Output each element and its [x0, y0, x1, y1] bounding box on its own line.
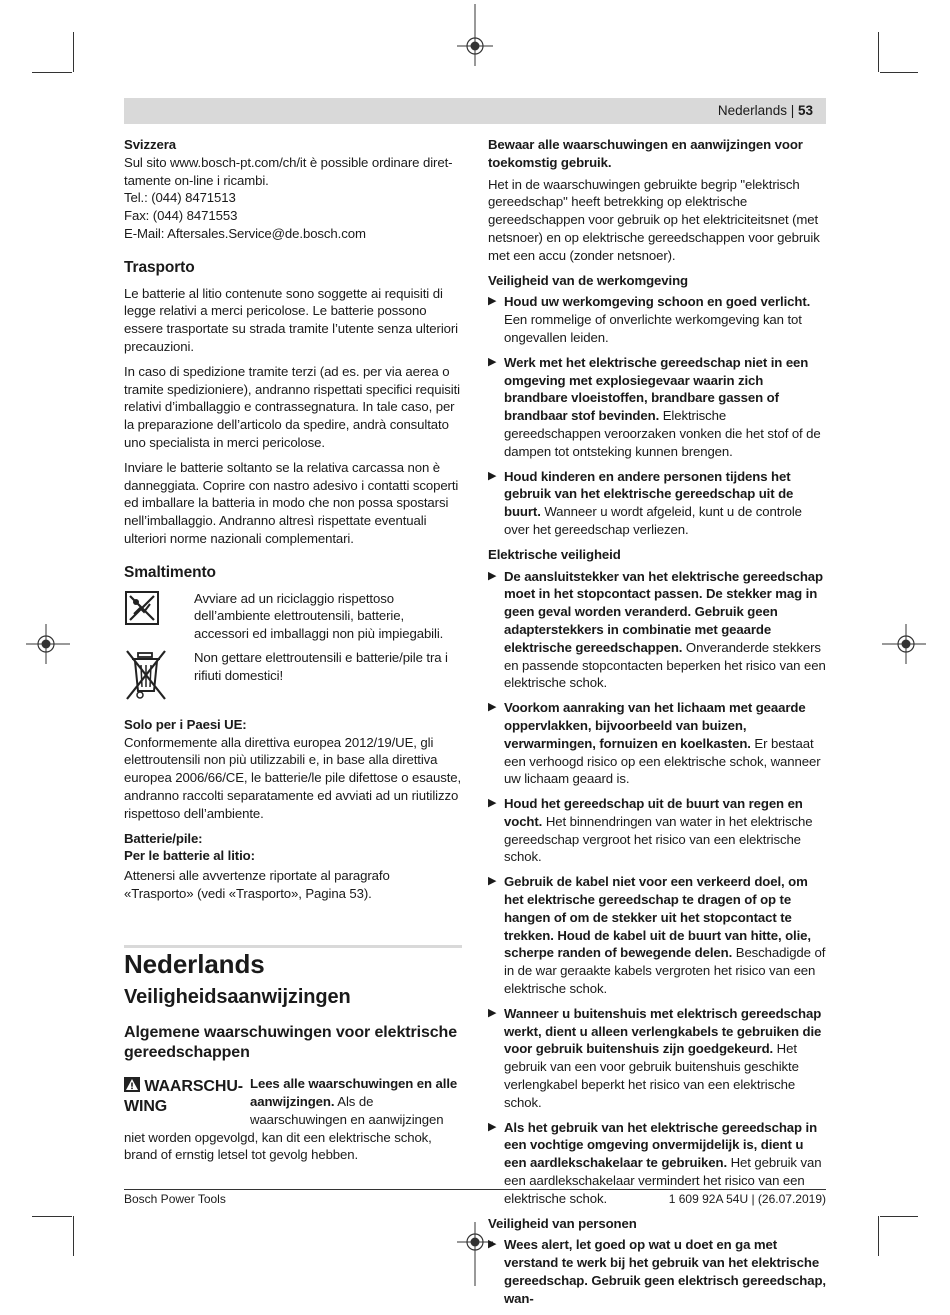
left-column — [124, 136, 462, 1164]
smaltimento-title: Smaltimento — [124, 563, 216, 581]
crop-mark — [880, 1216, 918, 1217]
bullet-arrow-icon: ▶ — [488, 701, 497, 714]
bin-text: Non gettare elettroutensili e batterie/pile tra i rifiuti domestici! — [194, 649, 448, 683]
section-rule — [124, 945, 462, 948]
warning-bold: Lees alle waarschuwingen en alle aanwijzingen. — [250, 1076, 458, 1110]
item-text: Onveranderde stekkers en passende stopcontacten beperken het risico van een elektrische schok. — [504, 639, 826, 691]
svizzera-line: Sul sito www.bosch-pt.com/ch/it è possible ordinare diret- — [124, 154, 453, 170]
item-bold: Houd het gereedschap uit de buurt van regen en vocht. — [504, 796, 803, 829]
running-header: Nederlands | 53 — [717, 103, 813, 118]
bullet-arrow-icon: ▶ — [488, 469, 497, 482]
personal-title: Veiligheid van personen — [488, 1215, 637, 1231]
svizzera-title: Svizzera — [124, 137, 176, 152]
general-warnings-heading: Algemene waarschuwingen voor elektrische gereedschappen — [124, 1024, 458, 1062]
warning-block — [124, 1075, 462, 1164]
item-bold: Voorkom aanraking van het lichaam met geaarde oppervlakken, bijvoorbeeld van buizen, verwarmingen, fornuizen en koelkasten. — [504, 700, 806, 751]
bullet-arrow-icon: ▶ — [488, 797, 497, 810]
bullet-arrow-icon: ▶ — [488, 875, 497, 888]
item-text: Beschadigde of in de war geraakte kabels vergroten het risico van een elektrische schok. — [504, 945, 826, 997]
header-section: Nederlands — [717, 103, 787, 118]
bullet-arrow-icon: ▶ — [488, 355, 497, 368]
litio-text: Attenersi alle avvertenze riportate al paragrafo «Trasporto» (vedi «Trasporto», Pagina 53). — [124, 868, 390, 901]
crop-mark — [32, 1216, 72, 1217]
list-item — [488, 568, 826, 693]
warning-text: Als de waarschuwingen en aanwijzingen niet worden opgevolgd, kan dit een elektrische schok, brand of ernstig letsel tot gevolg hebben. — [124, 1094, 444, 1163]
item-text: Elektrische gereedschappen veroorzaken vonken die het stof of de dampen tot ontsteking kunnen brengen. — [504, 408, 821, 459]
page-number: 53 — [797, 103, 813, 118]
trasporto-paragraph: Inviare le batterie soltanto se la relativa carcassa non è danneggiata. Coprire con nastro adesivo i contatti scoperti ed imballare la batteria in modo che non possa spostarsi nell’imballaggio. Andranno altresì rispettate eventuali ulteriori norme nazionali complementari. — [124, 459, 459, 546]
ue-text: Conformemente alla direttiva europea 2012/19/UE, gli elettroutensili non più utilizzabili e, in base alla direttiva europea 2006/66/CE, le batterie/le pile difettose o esauste, andranno raccolti separatamente ed avviati ad un riutilizzo rispettoso dell’ambiente. — [124, 734, 462, 821]
warning-label-text: WAARSCHU-WING — [124, 1078, 244, 1116]
item-text: Er bestaat een verhoogd risico op een elektrische schok, wanneer uw lichaam geaard is. — [504, 735, 821, 787]
trasporto-title: Trasporto — [124, 258, 195, 276]
work-area-title: Veiligheid van de werkomgeving — [488, 272, 689, 288]
crop-mark — [32, 72, 72, 73]
recycle-icon — [124, 590, 194, 643]
crop-mark — [878, 32, 879, 72]
bullet-arrow-icon: ▶ — [488, 1006, 497, 1019]
trasporto-paragraph: Le batterie al litio contenute sono soggette ai requisiti di legge relativi a merci pericolose. Le batterie possono essere trasportate su strada tramite l’utente senza ulteriori precauzioni. — [124, 285, 459, 354]
footer-brand: Bosch Power Tools — [124, 1192, 226, 1206]
work-area-list — [488, 293, 826, 538]
svizzera-line: tamente on-line i ricambi. — [124, 172, 269, 188]
bullet-arrow-icon: ▶ — [488, 1120, 497, 1133]
crossed-bin-icon — [124, 649, 194, 706]
item-text: Het gebruik van een voor gebruik buitenshuis geschikte verlengkabel beperkt het risico van een elektrische schok. — [504, 1041, 799, 1110]
item-bold: Wanneer u buitenshuis met elektrisch gereedschap werkt, dient u alleen verlengkabels te gebruiken die voor gebruik buitenshuis zijn goedgekeurd. — [504, 1005, 822, 1057]
litio-title: Per le batterie al litio: — [124, 848, 255, 864]
crop-mark — [880, 72, 918, 73]
registration-mark-icon — [455, 4, 495, 66]
ue-title: Solo per i Paesi UE: — [124, 716, 247, 732]
svizzera-line: Tel.: (044) 8471513 — [124, 190, 236, 206]
item-text: Het binnendringen van water in het elektrische gereedschap vergroot het risico van een elektrische schok. — [504, 813, 813, 865]
item-bold: De aansluitstekker van het elektrische gereedschap moet in het stopcontact passen. De stekker mag in geen geval worden veranderd. Gebruik geen adapterstekkers in combinatie met geaarde elektrische gereedschappen. — [504, 568, 823, 655]
list-item — [488, 873, 826, 998]
item-bold: Werk met het elektrische gereedschap niet in een omgeving met explosiegevaar waarin zich brandbare vloeistoffen, brandbare gassen of brandbaar stof bevinden. — [504, 354, 809, 424]
intro-text: Het in de waarschuwingen gebruikte begrip "elektrisch gereedschap" heeft betrekking op elektrische gereedschappen voor gebruik op het elektriciteitsnet (met netsnoer) en op elektrische gereedschappen voor gebruik met een accu (zonder netsnoer). — [488, 176, 820, 263]
bullet-arrow-icon: ▶ — [488, 1238, 497, 1251]
right-column — [488, 136, 826, 1315]
item-bold: Houd uw werkomgeving schoon en goed verlicht. — [504, 294, 811, 310]
electrical-title: Elektrische veiligheid — [488, 546, 621, 562]
language-heading: Nederlands — [124, 948, 265, 979]
safety-heading: Veiligheidsaanwijzingen — [124, 986, 351, 1009]
crop-mark — [878, 1216, 879, 1256]
item-text: Wanneer u wordt afgeleid, kunt u de controle over het gereedschap verliezen. — [504, 504, 802, 537]
intro-bold: Bewaar alle waarschuwingen en aanwijzingen voor toekomstig gebruik. — [488, 137, 803, 170]
list-item — [488, 1236, 826, 1307]
electrical-list — [488, 568, 826, 1208]
trasporto-paragraph: In caso di spedizione tramite terzi (ad es. per via aerea o tramite spedizioniere), andranno rispettati specifici requisiti relativi d’imballaggio e contrassegnatura. In tale caso, per la preparazione dell’articolo da spedire, andrà consultato uno specialista in merci pericolose. — [124, 363, 461, 450]
crop-mark — [73, 32, 74, 72]
batterie-title: Batterie/pile: — [124, 830, 203, 846]
bullet-arrow-icon: ▶ — [488, 295, 497, 308]
bullet-arrow-icon: ▶ — [488, 569, 497, 582]
svizzera-line: E-Mail: Aftersales.Service@de.bosch.com — [124, 225, 366, 241]
list-item — [488, 1005, 826, 1112]
item-bold: Als het gebruik van het elektrische gereedschap in een vochtige omgeving onvermijdelijk is, dient u een aardlekschakelaar te gebruiken. — [504, 1119, 818, 1171]
crop-mark — [73, 1216, 74, 1256]
personal-list — [488, 1236, 826, 1307]
footer-rule — [124, 1189, 826, 1190]
registration-mark-icon — [882, 624, 926, 664]
recycle-text: Avviare ad un riciclaggio rispettoso dell’ambiente elettroutensili, batterie, accessori ed imballaggi non più impiegabili. — [194, 590, 444, 642]
item-bold: Houd kinderen en andere personen tijdens het gebruik van het elektrische gereedschap uit de buurt. — [504, 468, 794, 520]
item-bold: Wees alert, let goed op wat u doet en ga met verstand te werk bij het gebruik van het elektrische gereedschap. Gebruik geen elektrisch gereedschap, wan- — [504, 1237, 826, 1306]
list-item — [488, 795, 826, 866]
item-text: Het gebruik van een aardlekschakelaar vermindert het risico van een elektrische schok. — [504, 1155, 822, 1206]
warning-label — [124, 1077, 250, 1117]
warning-triangle-icon — [124, 1077, 140, 1092]
footer-docnumber: 1 609 92A 54U | (26.07.2019) — [668, 1192, 826, 1206]
bin-row — [124, 649, 462, 706]
svizzera-line: Fax: (044) 8471553 — [124, 208, 238, 224]
list-item — [488, 293, 826, 346]
list-item — [488, 354, 826, 461]
list-item — [488, 468, 826, 539]
list-item — [488, 699, 826, 788]
recycle-row — [124, 590, 462, 643]
item-bold: Gebruik de kabel niet voor een verkeerd doel, om het elektrische gereedschap te dragen of op te hangen of om de stekker uit het stopcontact te trekken. Houd de kabel uit de buurt van hitte, olie, scherpe randen of bewegende delen. — [504, 874, 811, 961]
registration-mark-icon — [26, 624, 70, 664]
item-text: Een rommelige of onverlichte werkomgeving kan tot ongevallen leiden. — [504, 312, 802, 345]
